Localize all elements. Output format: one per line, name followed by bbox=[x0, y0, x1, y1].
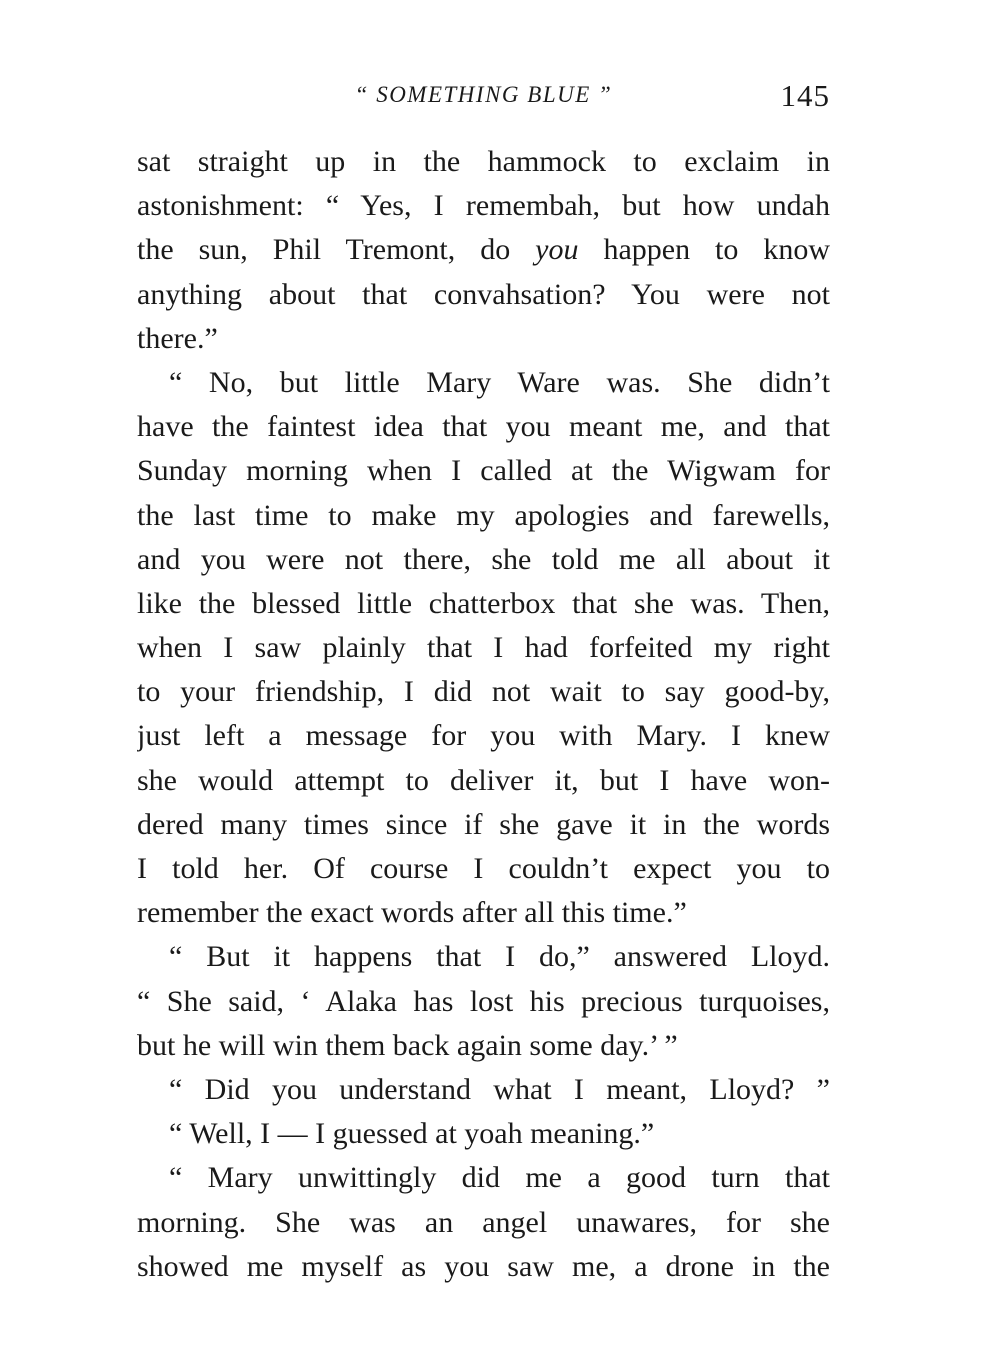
text-line: astonishment: “ Yes, I remembah, but how undah bbox=[137, 189, 830, 223]
text-line-segment: the sun, Phil Tremont, do bbox=[137, 233, 536, 267]
text-line: anything about that convahsation? You were not bbox=[137, 277, 830, 311]
text-line: I told her. Of course I couldn’t expect you to bbox=[137, 852, 830, 885]
text-line: there.” bbox=[137, 321, 218, 355]
text-line bbox=[137, 228, 830, 272]
body-text bbox=[137, 140, 830, 1289]
text-line: to your friendship, I did not wait to say good-by, bbox=[137, 675, 830, 709]
text-line: but he will win them back again some day.’ ” bbox=[137, 1028, 678, 1062]
text-line: “ Did you understand what I meant, Lloyd? ” bbox=[169, 1072, 830, 1106]
text-line: “ But it happens that I do,” answered Lloyd. bbox=[169, 940, 830, 974]
text-line: “ Mary unwittingly did me a good turn that bbox=[169, 1161, 830, 1195]
text-line: have the faintest idea that you meant me, and that bbox=[137, 410, 830, 444]
text-line: when I saw plainly that I had forfeited my right bbox=[137, 631, 830, 665]
text-line: Sunday morning when I called at the Wigwam for bbox=[137, 454, 830, 488]
text-line: “ No, but little Mary Ware was. She didn’t bbox=[169, 365, 830, 399]
text-line: showed me myself as you saw me, a drone in the bbox=[137, 1249, 830, 1283]
text-line: morning. She was an angel unawares, for she bbox=[137, 1205, 830, 1239]
text-line: the last time to make my apologies and farewells, bbox=[137, 498, 830, 532]
text-line: sat straight up in the hammock to exclaim in bbox=[137, 145, 830, 178]
text-line: “ Well, I — I guessed at yoah meaning.” bbox=[169, 1117, 655, 1151]
text-line: remember the exact words after all this time.” bbox=[137, 896, 687, 930]
text-line: dered many times since if she gave it in the words bbox=[137, 807, 830, 841]
text-line: like the blessed little chatterbox that she was. Then, bbox=[137, 586, 830, 620]
emphasized-word: you bbox=[535, 233, 579, 267]
text-line-segment: happen to know bbox=[578, 233, 830, 267]
running-title: “ SOMETHING BLUE ” bbox=[354, 82, 613, 107]
page-number: 145 bbox=[780, 78, 830, 113]
text-line: she would attempt to deliver it, but I have won- bbox=[137, 763, 830, 797]
text-line: “ She said, ‘ Alaka has lost his precious turquoises, bbox=[137, 984, 830, 1018]
text-line: and you were not there, she told me all about it bbox=[137, 542, 830, 576]
text-line: just left a message for you with Mary. I knew bbox=[137, 719, 830, 753]
running-head bbox=[137, 74, 830, 118]
